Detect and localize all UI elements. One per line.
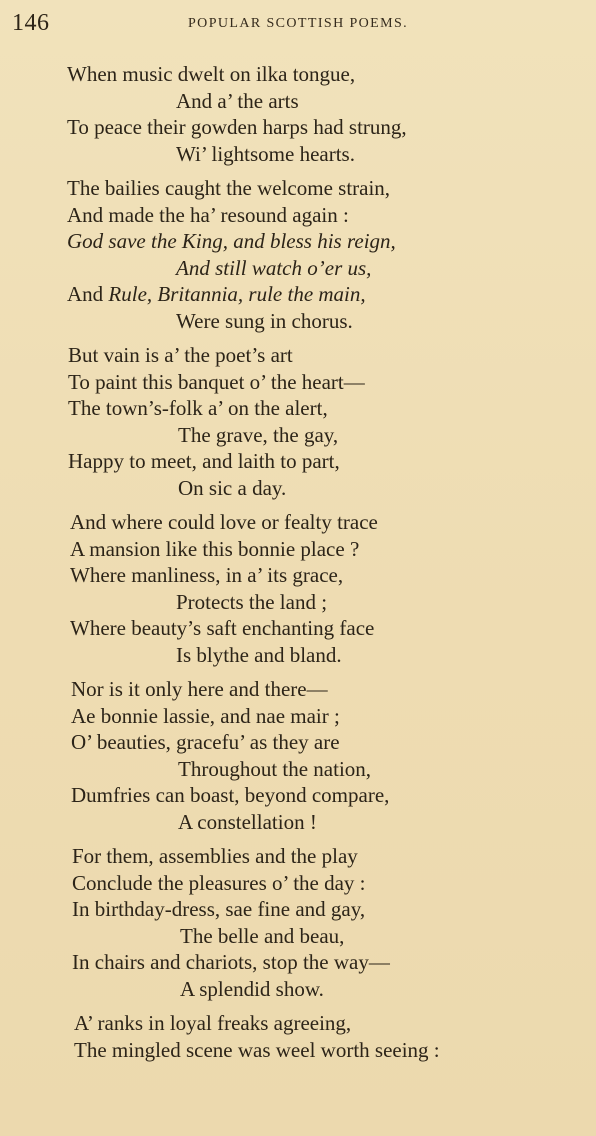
poem-line: Happy to meet, and laith to part, bbox=[68, 449, 340, 473]
poem-line: A’ ranks in loyal freaks agreeing, bbox=[74, 1011, 352, 1035]
poem-line: Where manliness, in a’ its grace, bbox=[70, 563, 344, 587]
poem-line: The bailies caught the welcome strain, bbox=[67, 176, 391, 200]
poem-line: In chairs and chariots, stop the way— bbox=[72, 950, 390, 974]
poem-line: Were sung in chorus. bbox=[176, 308, 353, 333]
poem-line: Ae bonnie lassie, and nae mair ; bbox=[71, 703, 340, 728]
poem-text bbox=[0, 61, 596, 1071]
page-number: 146 bbox=[12, 10, 50, 36]
poem-stanza bbox=[0, 342, 596, 501]
poem-line: Throughout the nation, bbox=[178, 756, 372, 781]
poem-line: And a’ the arts bbox=[176, 88, 299, 113]
poem-stanza bbox=[0, 175, 596, 334]
page-header bbox=[0, 0, 596, 44]
poem-stanza bbox=[0, 843, 596, 1002]
poem-line: The town’s-folk a’ on the alert, bbox=[68, 396, 328, 420]
poem-line: In birthday-dress, sae fine and gay, bbox=[72, 897, 366, 921]
poem-line: Dumfries can boast, beyond compare, bbox=[71, 783, 390, 807]
poem-line: O’ beauties, gracefu’ as they are bbox=[71, 730, 340, 754]
poem-line: Is blythe and bland. bbox=[176, 642, 342, 667]
poem-line: Wi’ lightsome hearts. bbox=[176, 141, 355, 166]
poem-line: To peace their gowden harps had strung, bbox=[67, 115, 407, 139]
poem-line: A splendid show. bbox=[180, 976, 324, 1001]
poem-line: But vain is a’ the poet’s art bbox=[68, 343, 293, 367]
poem-line: The grave, the gay, bbox=[178, 422, 339, 447]
poem-line: The belle and beau, bbox=[180, 923, 345, 948]
poem-line: Protects the land ; bbox=[176, 589, 328, 614]
poem-stanza bbox=[0, 1010, 596, 1063]
poem-line: A mansion like this bonnie place ? bbox=[70, 536, 360, 561]
poem-line: A constellation ! bbox=[178, 809, 317, 834]
poem-line: To paint this banquet o’ the heart— bbox=[68, 369, 365, 394]
poem-line: The mingled scene was weel worth seeing : bbox=[74, 1037, 440, 1062]
poem-line: And made the ha’ resound again : bbox=[67, 202, 349, 227]
poem-line: And where could love or fealty trace bbox=[70, 510, 378, 534]
poem-line-prefix: And bbox=[67, 282, 109, 306]
poem-line: And still watch o’er us, bbox=[176, 255, 372, 280]
poem-line: Where beauty’s saft enchanting face bbox=[70, 616, 375, 640]
poem-line: When music dwelt on ilka tongue, bbox=[67, 62, 356, 86]
poem-stanza bbox=[0, 676, 596, 835]
poem-line bbox=[0, 281, 596, 308]
poem-line: Nor is it only here and there— bbox=[71, 677, 328, 701]
poem-line: On sic a day. bbox=[178, 475, 287, 500]
poem-line: God save the King, and bless his reign, bbox=[67, 229, 396, 253]
poem-line: For them, assemblies and the play bbox=[72, 844, 358, 868]
running-title: POPULAR SCOTTISH POEMS. bbox=[188, 16, 409, 31]
poem-line: Conclude the pleasures o’ the day : bbox=[72, 870, 366, 895]
poem-stanza bbox=[0, 509, 596, 668]
poem-line-emphasis: Rule, Britannia, rule the main, bbox=[108, 282, 366, 306]
poem-stanza bbox=[0, 61, 596, 167]
